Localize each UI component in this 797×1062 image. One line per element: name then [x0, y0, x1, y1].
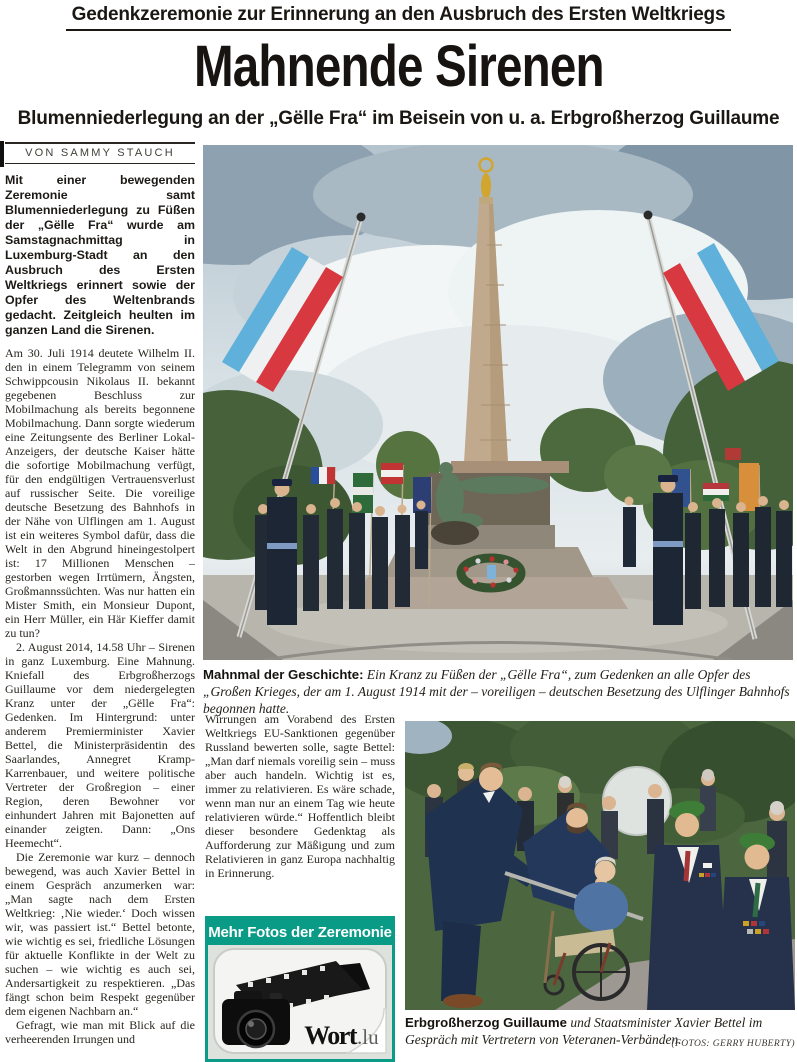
caption-lead: Mahnmal der Geschichte: [203, 667, 364, 682]
kicker: Gedenkzeremonie zur Erinnerung an den Ausbruch des Ersten Weltkriegs [66, 4, 732, 31]
photo-caption-secondary [405, 1014, 795, 1058]
secondary-photo-art [405, 721, 795, 1010]
svg-text:Wort: Wort [304, 1021, 356, 1050]
kicker-row [0, 4, 797, 31]
main-photo-art [203, 145, 793, 660]
secondary-photo [405, 721, 795, 1010]
article-paragraph: Wirrungen am Vorabend des Ersten Weltkriegs EU-Sanktionen gegenüber Russland bewerten solle, sagte Bettel: „Man darf niemals voreilig sein – muss aber auch handeln. Wichtig ist es, immer zu relativieren. Es wäre schade, wenn man nur an einem Tag wie heute relativieren würde.“ Hoffentlich bleibt dieser besondere Gedenktag als Aufforderung zur Mäßigung und zum Relativieren in ganz Europa nachhaltig in Erinnerung. [205, 712, 395, 880]
photo-caption-main [203, 666, 795, 717]
promo-title: Mehr Fotos der Zeremonie [208, 923, 392, 941]
article-paragraph: Die Zeremonie war kurz – dennoch bewegend, was auch Xavier Bettel in einem Gespräch anzumerken war: „Man sagte nach dem Ersten Weltkrieg: ‚Nie wieder.‘ Doch wissen wir, was passiert ist.“ Bettel betonte, wie wichtig es sei, friedliche Lösungen für aktuelle Konflikte in der Welt zu suchen – wie wichtig es auch sei, Andersartigkeit zu respektieren. „Das fängt schon beim Respekt gegenüber dem eigenen Nachbarn an.“ [5, 850, 195, 1018]
promo-body [208, 945, 392, 1059]
honour-guard-right [653, 475, 683, 625]
camera-icon [208, 945, 392, 1059]
subhead: Blumenniederlegung an der „Gëlle Fra“ im Beisein von u. a. Erbgroßherzog Guillaume [17, 108, 780, 129]
wort-lu-logo [304, 1021, 379, 1050]
column-right [205, 712, 395, 909]
caption-text: und Staatsminister Xavier Bettel im Gespräch mit Vertretern von Veteranen-Verbänden. [405, 1015, 763, 1047]
svg-text:.lu: .lu [357, 1025, 379, 1049]
article-paragraph: Gefragt, wie man mit Blick auf die verheerenden Irrungen und [5, 1018, 195, 1046]
promo-header [208, 919, 392, 945]
honour-guard-left [267, 479, 297, 625]
column-left [5, 142, 195, 1060]
page-edge-mark [0, 141, 4, 167]
page-title: Mahnende Sirenen [193, 34, 604, 99]
byline: VON SAMMY STAUCH [5, 142, 195, 164]
main-photo [203, 145, 793, 660]
photo-credit: (FOTOS: GERRY HUBERTY) [671, 1039, 795, 1049]
article-paragraph: 2. August 2014, 14.58 Uhr – Sirenen in ganz Luxemburg. Eine Mahnung. Kniefall des Erbgroßherzogs Guillaume vor dem niedergelegten Kranz unter der „Gëlle Fra“: Gedenken. Im Hintergrund: unter anderem Premierminister Xavier Bettel, die Ministerpräsidentin des Saarlandes, Annegret Kramp-Karrenbauer, und weitere politische Vertreter der Großregion – einer Region, deren Bewohner vor einhundert Jahren mit Bajonetten auf einander zeigten. Dann: „Ons Heemecht“. [5, 640, 195, 850]
medals [699, 873, 716, 877]
promo-box[interactable] [205, 916, 395, 1062]
article-paragraph: Am 30. Juli 1914 deutete Wilhelm II. den in einem Telegramm von seinem Schwippcousin Nikolaus II. bekannt gegebenen Beschluss zur Mobilmachung als bereits begonnene Mobilmachung. Dann sorgte wiederum eine Zeitungsente des Berliner Lokal-Anzeigers, der deutsche Kaiser hätte die sofortige Mobilmachung verfügt, für den endgültigen Vertrauensverlust auf russischer Seite. Die voreilige deutsche Besetzung des Bahnhofs in der Nähe von Ulflingen am 1. August ist ein weiteres Symbol dafür, dass die Welt in den Abgrund hineingestolpert ist: 17 Millionen Menschen – gestorben wegen Irrtümern, Ängsten, Großmannssüchten. Was nur hatten ein Mister Smith, ein Monsieur Dupont, ein Herr Müller, ein Här Kieffer damit zu tun? [5, 346, 195, 640]
caption-lead: Erbgroßherzog Guillaume [405, 1015, 567, 1030]
caption-text: Ein Kranz zu Füßen der „Gëlle Fra“, zum Gedenken an alle Opfer des „Großen Krieges, der am 1. August 1914 mit der – voreiligen – deutschen Besetzung des Ulflinger Bahnhofs begonnen hatte. [203, 667, 790, 716]
headline-row [0, 33, 797, 100]
lead-paragraph: Mit einer bewegenden Zeremonie samt Blumenniederlegung zu Füßen der „Gëlle Fra“ wurde am Samstagnachmittag in Luxemburg-Stadt an den Ausbruch des Ersten Weltkriegs erinnert sowie der Opfer des Weltenbrands gedacht. Zeitgleich heulten im ganzen Land die Sirenen. [5, 173, 195, 337]
camera-body [222, 991, 290, 1047]
